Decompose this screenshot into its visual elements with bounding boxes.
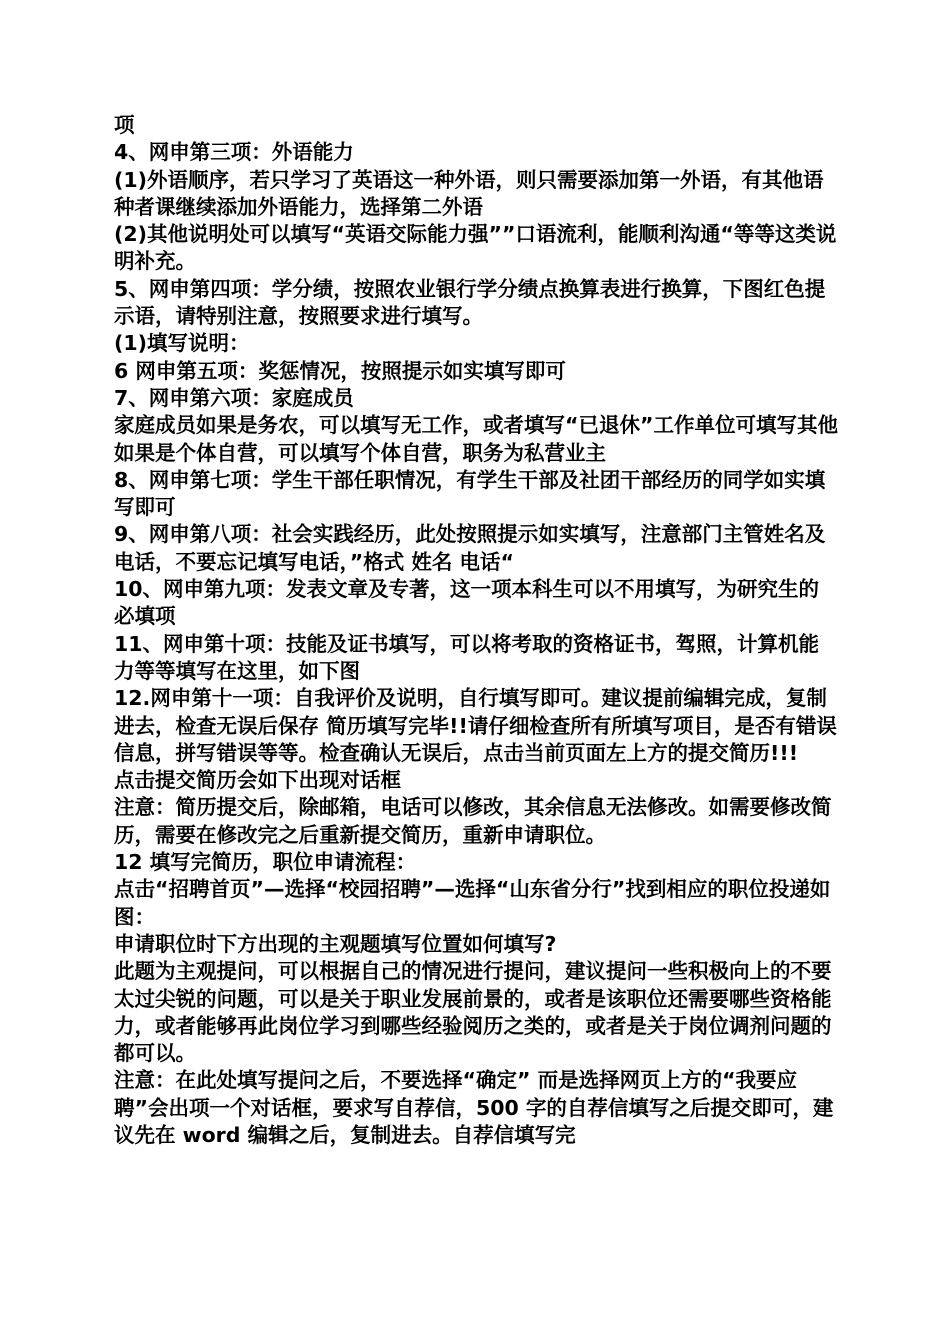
- document-body: [114, 112, 838, 1149]
- heading-item-11: 11、网申第十项：技能及证书填写，可以将考取的资格证书，驾照，计算机能力等等填写在这里，如下图: [114, 631, 820, 683]
- heading-item-12: 12.网申第十一项：自我评价及说明，自行填写即可。建议提前编辑完成，复制进去，检查无误后保存 简历填写完毕!!请仔细检查所有所填写项目，是否有错误信息，拼写错误等等。检查确认无误后，点击当前页面左上方的提交简历!!!: [114, 686, 837, 765]
- heading-item-8: 8、网申第七项：学生干部任职情况，有学生干部及社团干部经历的同学如实填写即可: [114, 467, 826, 520]
- heading-item-9: 9、网申第八项：社会实践经历，此处按照提示如实填写，注意部门主管姓名及电话，不要忘记填写电话，”格式 姓名 电话“: [114, 522, 826, 574]
- heading-item-6: 6 网申第五项：奖惩情况，按照提示如实填写即可: [114, 358, 566, 383]
- paragraph-question: 申请职位时下方出现的主观题填写位置如何填写?: [114, 931, 557, 956]
- heading-item-7: 7、网申第六项：家庭成员: [114, 385, 354, 410]
- paragraph-4-2: (2)其他说明处可以填写“英语交际能力强””口语流利，能顺利沟通“等等这类说明补充。: [114, 222, 837, 274]
- paragraph-continuation: 项: [114, 113, 135, 137]
- paragraph-note-2: 注意：在此处填写提问之后，不要选择“确定” 而是选择网页上方的“我要应聘”会出项一个对话框，要求写自荐信，500 字的自荐信填写之后提交即可，建议先在 word 编辑之后，复制进去。自荐信填写完: [114, 1068, 834, 1147]
- heading-application-flow: 12 填写完简历，职位申请流程：: [114, 850, 417, 875]
- paragraph-answer: 此题为主观提问，可以根据自己的情况进行提问，建议提问一些积极向上的不要太过尖锐的问题，可以是关于职业发展前景的，或者是该职位还需要哪些资格能力，或者能够再此岗位学习到哪些经验阅历之类的，或者是关于岗位调剂问题的都可以。: [114, 959, 832, 1066]
- paragraph-5-1: (1)填写说明：: [114, 331, 250, 356]
- paragraph-7-b: 如果是个体自营，可以填写个体自营，职务为私营业主: [114, 440, 606, 465]
- heading-item-10: 10、网申第九项：发表文章及专著，这一项本科生可以不用填写，为研究生的必填项: [114, 577, 820, 629]
- heading-item-4: 4、网申第三项：外语能力: [114, 140, 354, 165]
- paragraph-application-steps: 点击“招聘首页”—选择“校园招聘”—选择“山东省分行”找到相应的职位投递如图：: [114, 877, 831, 929]
- paragraph-submit-dialog: 点击提交简历会如下出现对话框: [114, 768, 401, 793]
- paragraph-4-1: (1)外语顺序，若只学习了英语这一种外语，则只需要添加第一外语，有其他语种者课继续添加外语能力，选择第二外语: [114, 167, 824, 219]
- heading-item-5: 5、网申第四项：学分绩，按照农业银行学分绩点换算表进行换算，下图红色提示语，请特别注意，按照要求进行填写。: [114, 276, 826, 329]
- paragraph-7-a: 家庭成员如果是务农，可以填写无工作，或者填写“已退休”工作单位可填写其他: [114, 413, 838, 438]
- paragraph-note-1: 注意：简历提交后，除邮箱，电话可以修改，其余信息无法修改。如需要修改简历，需要在修改完之后重新提交简历，重新申请职位。: [114, 795, 832, 847]
